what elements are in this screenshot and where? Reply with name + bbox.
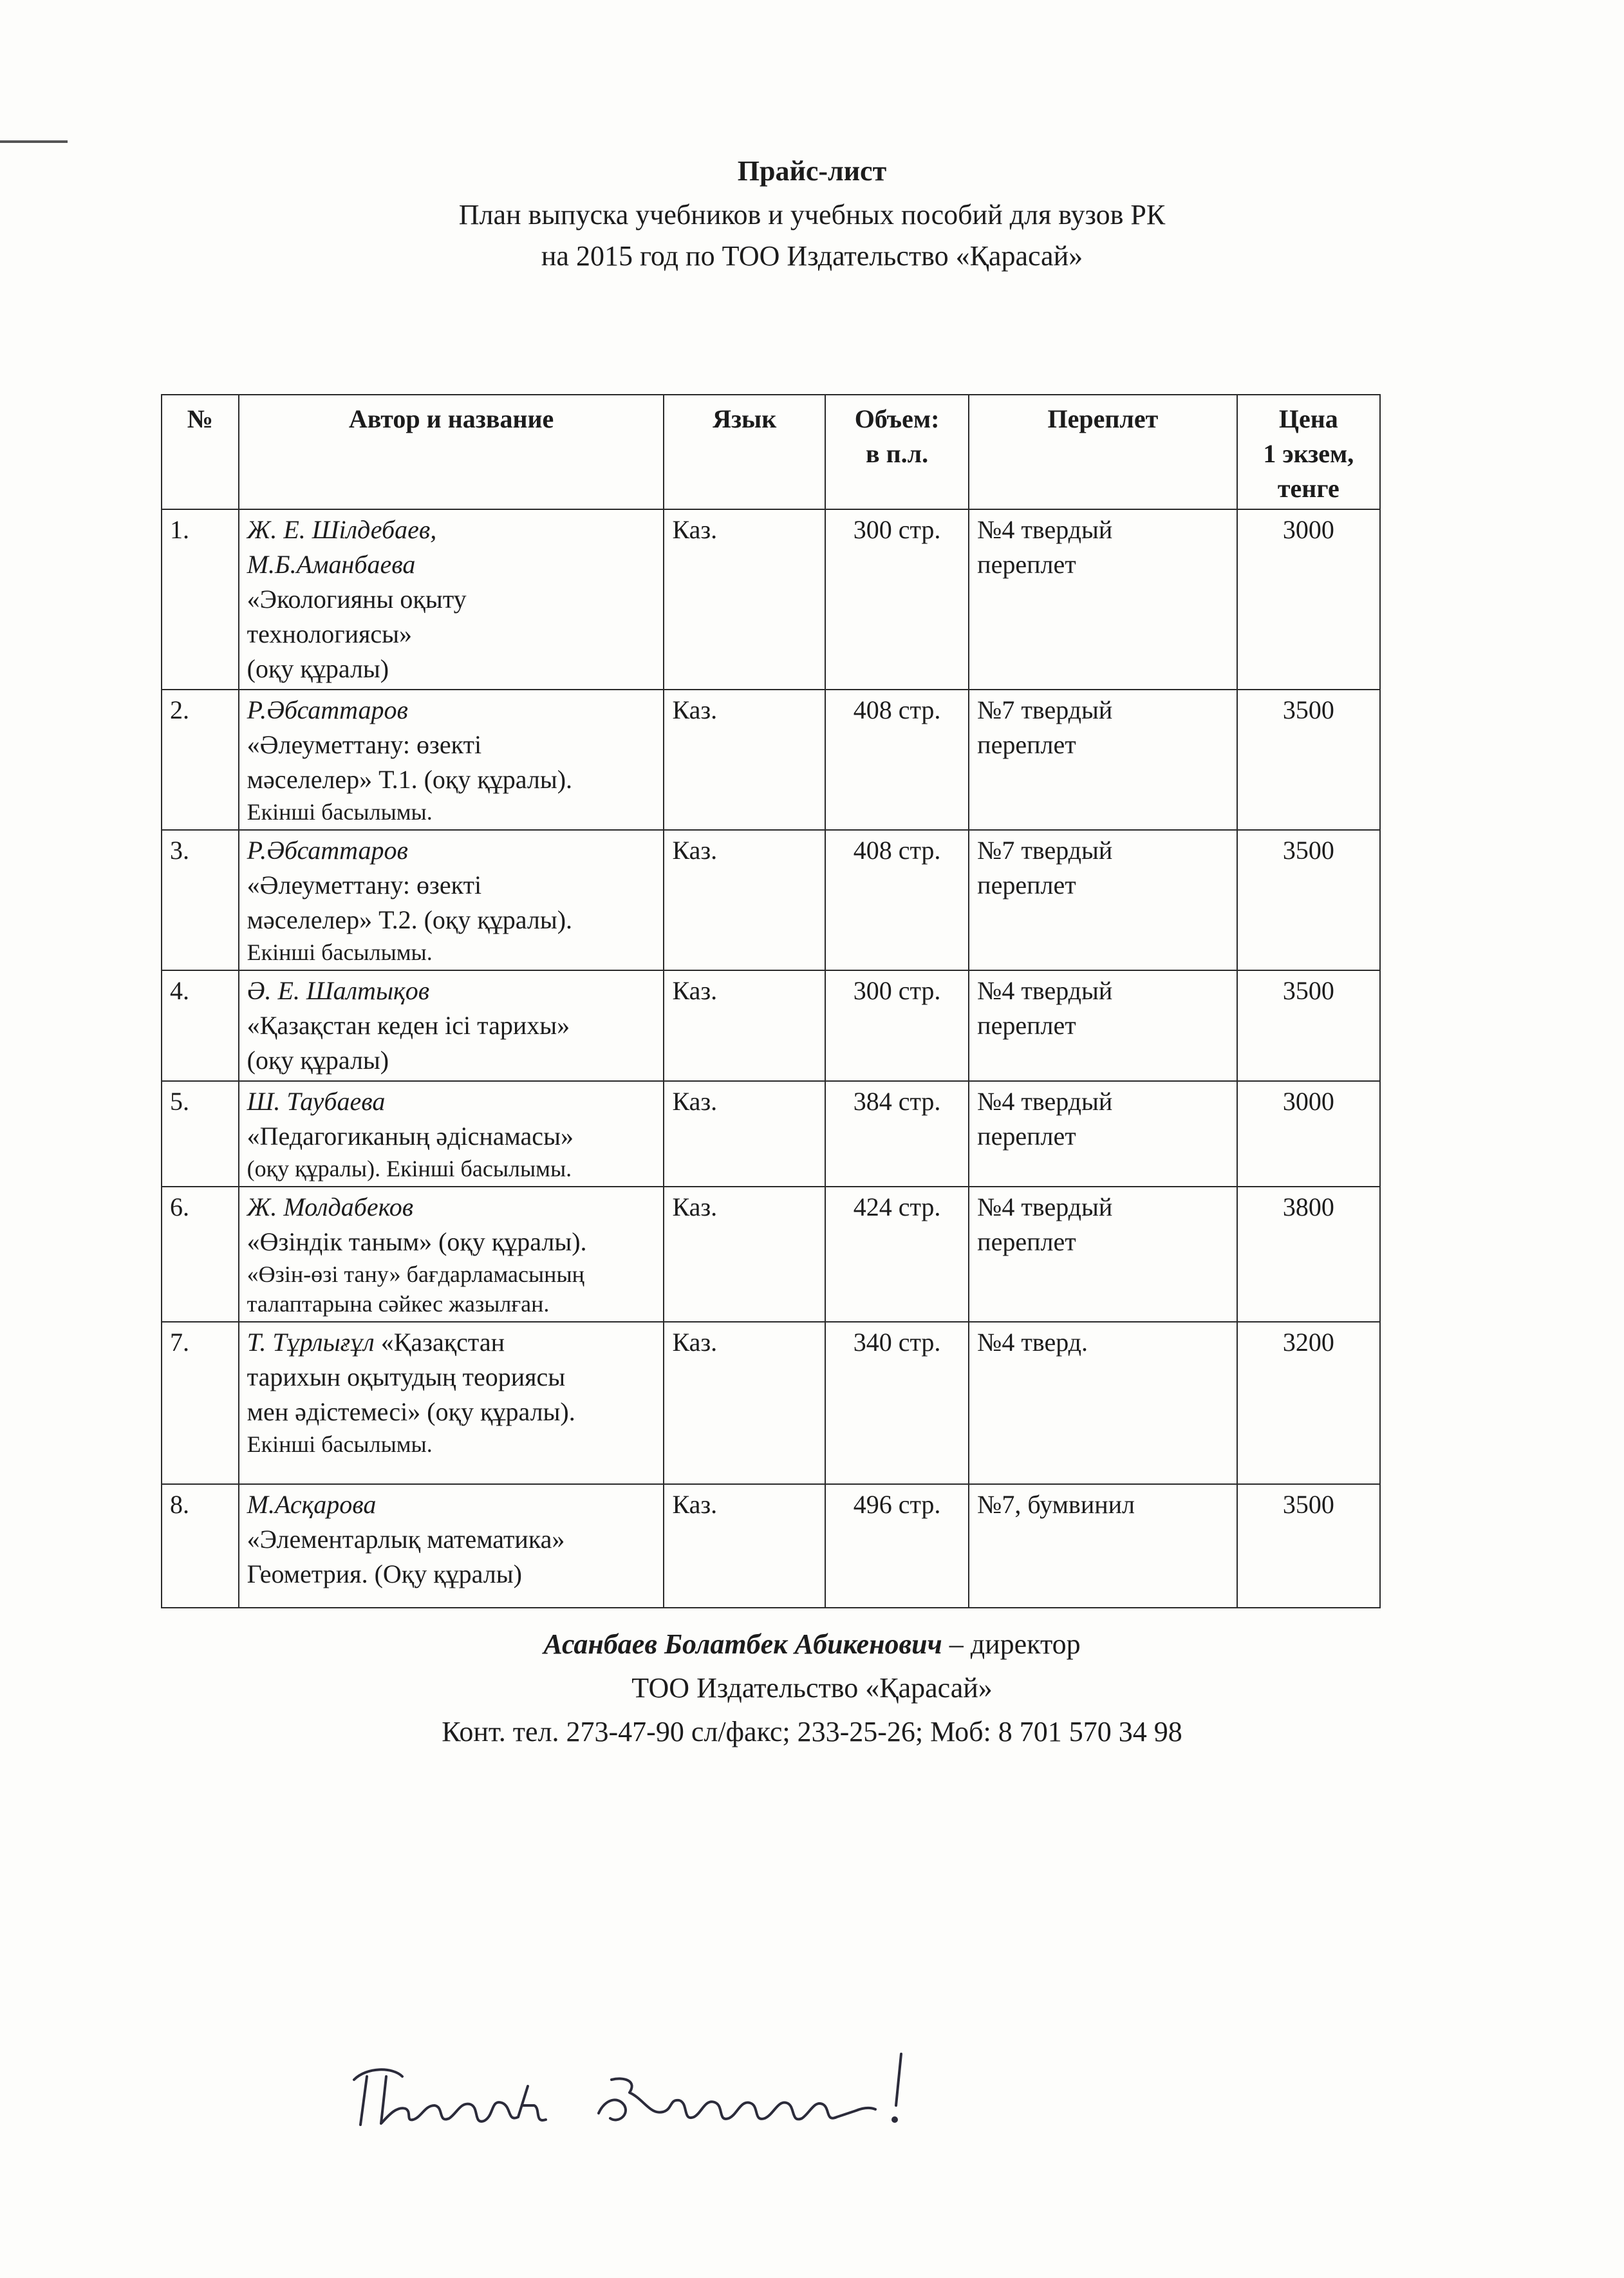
row-binding-line: №4 твердый <box>977 515 1113 544</box>
footer-contacts: Конт. тел. 273-47-90 сл/факс; 233-25-26; Моб: 8 701 570 34 98 <box>442 1716 1182 1747</box>
col-header-volume <box>825 395 969 509</box>
col-header-language: Язык <box>664 395 825 509</box>
page-title: Прайс-лист <box>737 155 887 187</box>
page-subtitle-year: на 2015 год по ТОО Издательство «Қарасай» <box>541 240 1083 272</box>
row-author-title <box>239 1081 664 1187</box>
page-subtitle: План выпуска учебников и учебных пособий для вузов РК <box>458 199 1166 231</box>
director-role: – директор <box>942 1628 1081 1660</box>
row-binding-line: №4 твердый <box>977 1087 1113 1116</box>
row-title: «Экологияны оқыту <box>247 585 467 614</box>
row-price: 3500 <box>1237 970 1380 1081</box>
scan-mark-top-left <box>0 140 68 143</box>
footer-company: ТОО Издательство «Қарасай» <box>631 1672 993 1704</box>
row-binding <box>969 1484 1237 1608</box>
row-binding-line: №4 твердый <box>977 976 1113 1005</box>
row-binding-line: переплет <box>977 871 1076 899</box>
row-title: «Әлеуметтану: өзекті <box>247 730 482 759</box>
row-title: мәселелер» Т.2. (оқу құралы). <box>247 905 573 934</box>
row-binding-line: №7, бумвинил <box>977 1490 1135 1519</box>
row-volume: 496 стр. <box>825 1484 969 1608</box>
row-title: талаптарына сәйкес жазылған. <box>247 1291 550 1317</box>
row-title: (оқу құралы) <box>247 654 389 683</box>
row-language: Каз. <box>664 690 825 830</box>
row-title: «Қазақстан кеден ісі тарихы» <box>247 1011 570 1040</box>
row-binding <box>969 1187 1237 1322</box>
row-language: Каз. <box>664 970 825 1081</box>
row-volume: 384 стр. <box>825 1081 969 1187</box>
row-author: Т. Тұрлығұл <box>247 1328 375 1357</box>
row-volume: 424 стр. <box>825 1187 969 1322</box>
row-title: (оқу құралы). Екінші басылымы. <box>247 1156 572 1181</box>
row-binding <box>969 1322 1237 1484</box>
row-title: тарихын оқытудың теориясы <box>247 1362 566 1391</box>
row-binding-line: №7 твердый <box>977 836 1113 865</box>
row-num: 4. <box>162 970 239 1081</box>
row-num: 5. <box>162 1081 239 1187</box>
table-row <box>162 970 1380 1081</box>
table-header-row <box>162 395 1380 509</box>
row-price: 3200 <box>1237 1322 1380 1484</box>
table-row <box>162 690 1380 830</box>
row-author-title <box>239 1484 664 1608</box>
table-row <box>162 1187 1380 1322</box>
row-binding-line: переплет <box>977 1227 1076 1256</box>
row-language: Каз. <box>664 509 825 690</box>
row-title: мен әдістемесі» (оқу құралы). <box>247 1397 575 1426</box>
row-binding-line: №4 тверд. <box>977 1328 1088 1357</box>
table-row <box>162 1484 1380 1608</box>
price-table <box>161 394 1381 1608</box>
row-title: Екінші басылымы. <box>247 799 433 825</box>
col-header-price-line1: Цена <box>1278 404 1338 433</box>
row-title: технологиясы» <box>247 619 413 648</box>
row-num: 7. <box>162 1322 239 1484</box>
row-author: Ә. Е. Шалтықов <box>247 976 430 1005</box>
row-num: 8. <box>162 1484 239 1608</box>
row-language: Каз. <box>664 830 825 970</box>
row-title: «Қазақстан <box>380 1328 505 1357</box>
row-title: Екінші басылымы. <box>247 1431 433 1457</box>
table-row <box>162 1322 1380 1484</box>
row-price: 3000 <box>1237 509 1380 690</box>
row-author: М.Б.Аманбаева <box>247 550 416 579</box>
row-binding-line: №4 твердый <box>977 1192 1113 1221</box>
col-header-binding: Переплет <box>969 395 1237 509</box>
row-volume: 300 стр. <box>825 509 969 690</box>
row-author-title <box>239 690 664 830</box>
row-volume: 408 стр. <box>825 830 969 970</box>
table-row <box>162 1081 1380 1187</box>
row-author-title <box>239 509 664 690</box>
row-num: 1. <box>162 509 239 690</box>
row-title: «Өзіндік таным» (оқу құралы). <box>247 1227 587 1256</box>
row-num: 6. <box>162 1187 239 1322</box>
row-price: 3500 <box>1237 1484 1380 1608</box>
row-price: 3000 <box>1237 1081 1380 1187</box>
row-price: 3800 <box>1237 1187 1380 1322</box>
row-num: 3. <box>162 830 239 970</box>
row-author-title <box>239 970 664 1081</box>
row-binding-line: переплет <box>977 1011 1076 1040</box>
row-author: Р.Әбсаттаров <box>247 836 408 865</box>
row-author: М.Асқарова <box>247 1490 377 1519</box>
row-author-title <box>239 830 664 970</box>
row-title: «Әлеуметтану: өзекті <box>247 871 482 899</box>
row-language: Каз. <box>664 1081 825 1187</box>
row-author-title <box>239 1187 664 1322</box>
row-title: (оқу құралы) <box>247 1046 389 1075</box>
table-row <box>162 830 1380 970</box>
row-volume: 408 стр. <box>825 690 969 830</box>
row-price: 3500 <box>1237 690 1380 830</box>
row-price: 3500 <box>1237 830 1380 970</box>
row-author: Ж. Е. Шілдебаев, <box>247 515 437 544</box>
row-title: Геометрия. (Оқу құралы) <box>247 1559 522 1588</box>
row-title: Екінші басылымы. <box>247 939 433 965</box>
row-title: «Элементарлық математика» <box>247 1525 565 1554</box>
row-binding <box>969 830 1237 970</box>
row-author: Ж. Молдабеков <box>247 1192 414 1221</box>
row-binding-line: переплет <box>977 730 1076 759</box>
row-author: Ш. Таубаева <box>247 1087 386 1116</box>
col-header-price-line3: тенге <box>1277 474 1339 503</box>
col-header-volume-line1: Объем: <box>854 404 940 433</box>
row-binding <box>969 690 1237 830</box>
row-binding-line: переплет <box>977 550 1076 579</box>
row-title: «Өзін-өзі тану» бағдарламасының <box>247 1261 584 1287</box>
col-header-volume-line2: в п.л. <box>866 439 929 468</box>
row-volume: 300 стр. <box>825 970 969 1081</box>
row-binding <box>969 970 1237 1081</box>
row-language: Каз. <box>664 1322 825 1484</box>
row-title: «Педагогиканың әдіснамасы» <box>247 1122 574 1151</box>
col-header-num: № <box>162 395 239 509</box>
row-author-title <box>239 1322 664 1484</box>
row-binding <box>969 509 1237 690</box>
row-num: 2. <box>162 690 239 830</box>
director-name: Асанбаев Болатбек Абикенович <box>543 1628 942 1660</box>
row-language: Каз. <box>664 1187 825 1322</box>
row-binding-line: №7 твердый <box>977 695 1113 724</box>
row-language: Каз. <box>664 1484 825 1608</box>
col-header-price <box>1237 395 1380 509</box>
handwritten-note <box>341 2041 920 2144</box>
col-header-price-line2: 1 экзем, <box>1263 439 1354 468</box>
row-binding-line: переплет <box>977 1122 1076 1151</box>
col-header-author-title: Автор и название <box>239 395 664 509</box>
row-volume: 340 стр. <box>825 1322 969 1484</box>
row-title: мәселелер» Т.1. (оқу құралы). <box>247 765 573 794</box>
footer-director <box>0 1628 1624 1661</box>
row-author: Р.Әбсаттаров <box>247 695 408 724</box>
row-author-title-line <box>247 1325 656 1360</box>
table-row <box>162 509 1380 690</box>
row-binding <box>969 1081 1237 1187</box>
